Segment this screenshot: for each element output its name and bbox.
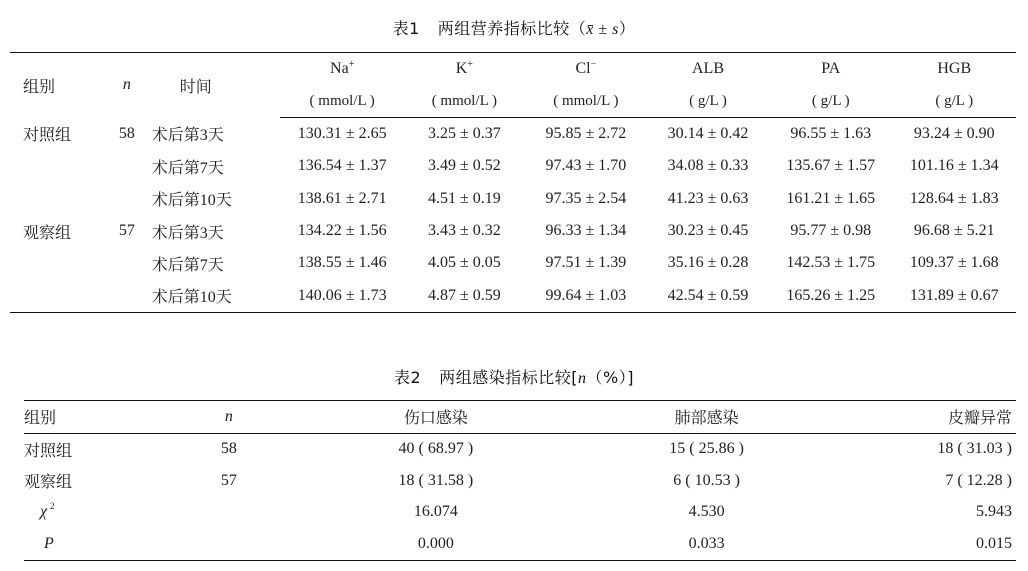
cell-hgb: 96.68 ± 5.21: [913, 222, 995, 240]
header-pa: PA: [821, 60, 841, 77]
unit-hgb: ( g/L ): [893, 85, 1017, 118]
chi-square-row: [24, 497, 1016, 529]
header-wound-infection: 伤口感染: [316, 401, 555, 434]
p-wound: 0.000: [417, 534, 454, 552]
cell-n: [102, 150, 152, 182]
table2-caption: [0, 365, 1028, 388]
cell-k: 3.49 ± 0.52: [427, 157, 501, 175]
cell-cl: 97.35 ± 2.54: [545, 189, 627, 207]
cell-pa: 165.26 ± 1.25: [786, 286, 876, 304]
cell-hgb: 131.89 ± 0.67: [909, 286, 999, 304]
cell-k: 4.87 ± 0.59: [427, 286, 501, 304]
header-hgb: HGB: [937, 60, 972, 77]
chi-lung: 4.530: [688, 503, 725, 521]
cell-na: 136.54 ± 1.37: [297, 157, 387, 175]
cell-alb: 30.23 ± 0.45: [667, 222, 749, 240]
cell-group: [10, 247, 102, 279]
header-group: 组别: [24, 401, 142, 434]
cell-group: [10, 279, 102, 312]
cell-time: 术后第7天: [151, 159, 224, 177]
cell-n: 58: [118, 124, 135, 142]
row-wound: 18 ( 31.58 ): [398, 471, 474, 489]
cell-pa: 95.77 ± 0.98: [790, 222, 872, 240]
chi-flap: 5.943: [976, 503, 1012, 521]
row-flap: 18 ( 31.03 ): [937, 440, 1012, 458]
cell-group: 对照组: [23, 127, 72, 145]
cell-k: 4.05 ± 0.05: [427, 254, 501, 272]
cell-hgb: 109.37 ± 1.68: [909, 254, 999, 272]
cell-n: 57: [118, 222, 135, 240]
header-n: n: [142, 401, 317, 434]
cell-pa: 96.55 ± 1.63: [790, 125, 872, 143]
row-lung: 6 ( 10.53 ): [673, 471, 740, 489]
cell-alb: 35.16 ± 0.28: [667, 254, 749, 272]
cell-group: [10, 150, 102, 182]
unit-k: ( mmol/L ): [404, 85, 525, 118]
table-row: [10, 215, 1016, 247]
table-row: [10, 183, 1016, 215]
unit-pa: ( g/L ): [769, 85, 892, 118]
row-n: 58: [220, 440, 237, 458]
header-lung-infection: 肺部感染: [556, 401, 858, 434]
unit-na: ( mmol/L ): [280, 85, 403, 118]
cell-n: [102, 183, 152, 215]
header-group: 组别: [23, 78, 56, 96]
header-na: Na+: [330, 59, 355, 77]
table-row: [10, 279, 1016, 312]
table2-title-n: n: [577, 370, 587, 387]
table2-title-close: （%）]: [586, 368, 634, 387]
cell-na: 140.06 ± 1.73: [297, 286, 387, 304]
cell-alb: 42.54 ± 0.59: [667, 286, 749, 304]
header-alb: ALB: [692, 60, 724, 77]
cell-hgb: 128.64 ± 1.83: [909, 189, 999, 207]
cell-pa: 135.67 ± 1.57: [786, 157, 876, 175]
cell-hgb: 101.16 ± 1.34: [909, 157, 999, 175]
table1-number: 表1: [392, 19, 420, 38]
table2-title: 两组感染指标比较[: [439, 368, 578, 387]
row-group: 观察组: [24, 474, 73, 492]
cell-na: 138.55 ± 1.46: [297, 254, 387, 272]
cell-k: 3.25 ± 0.37: [427, 125, 501, 143]
nutrition-table: [10, 52, 1016, 313]
cell-alb: 30.14 ± 0.42: [667, 125, 749, 143]
cell-time: 术后第3天: [151, 224, 224, 242]
nutrition-table-body: [10, 118, 1016, 313]
cell-time: 术后第10天: [151, 192, 232, 210]
table-row: [24, 433, 1016, 465]
table1-title-stat: x̄ ± s: [586, 21, 619, 38]
table-row: [10, 247, 1016, 279]
cell-k: 3.43 ± 0.32: [427, 222, 501, 240]
table-row: [10, 118, 1016, 151]
cell-alb: 34.08 ± 0.33: [667, 157, 749, 175]
cell-group: [10, 183, 102, 215]
table1-caption: [0, 16, 1028, 39]
table1-title: 两组营养指标比较（: [437, 19, 587, 38]
row-n: 57: [220, 471, 237, 489]
header-n: n: [122, 76, 131, 94]
row-lung: 15 ( 25.86 ): [669, 440, 744, 458]
cell-pa: 142.53 ± 1.75: [786, 254, 876, 272]
unit-alb: ( g/L ): [647, 85, 769, 118]
cell-cl: 97.51 ± 1.39: [545, 254, 627, 272]
header-cl: Cl−: [575, 59, 597, 77]
table1-title-close: ）: [618, 19, 636, 38]
cell-group: 观察组: [23, 224, 72, 242]
cell-na: 130.31 ± 2.65: [297, 125, 387, 143]
header-flap-abnormal: 皮瓣异常: [858, 401, 1016, 434]
cell-time: 术后第10天: [151, 289, 232, 307]
chi-square-label: χ $^2$: [40, 501, 55, 521]
p-lung: 0.033: [688, 534, 725, 552]
unit-cl: ( mmol/L ): [525, 85, 647, 118]
cell-hgb: 93.24 ± 0.90: [913, 125, 995, 143]
p-label: P: [44, 534, 54, 552]
cell-cl: 95.85 ± 2.72: [545, 125, 627, 143]
cell-n: [102, 279, 152, 312]
cell-time: 术后第7天: [151, 256, 224, 274]
header-time: 时间: [179, 78, 212, 96]
cell-cl: 96.33 ± 1.34: [545, 222, 627, 240]
row-wound: 40 ( 68.97 ): [398, 440, 474, 458]
cell-k: 4.51 ± 0.19: [427, 189, 501, 207]
chi-wound: 16.074: [413, 503, 458, 521]
cell-cl: 99.64 ± 1.03: [545, 286, 627, 304]
p-value-row: [24, 528, 1016, 560]
header-k: K+: [455, 59, 473, 77]
row-flap: 7 ( 12.28 ): [945, 471, 1012, 489]
table-row: [10, 150, 1016, 182]
p-flap: 0.015: [976, 534, 1012, 552]
cell-pa: 161.21 ± 1.65: [786, 189, 876, 207]
table-row: [24, 465, 1016, 497]
table2-number: 表2: [394, 368, 422, 387]
infection-table: [24, 400, 1016, 561]
cell-cl: 97.43 ± 1.70: [545, 157, 627, 175]
cell-na: 134.22 ± 1.56: [297, 222, 387, 240]
cell-n: [102, 247, 152, 279]
row-group: 对照组: [24, 442, 73, 460]
cell-na: 138.61 ± 2.71: [297, 189, 387, 207]
cell-time: 术后第3天: [151, 127, 224, 145]
cell-alb: 41.23 ± 0.63: [667, 189, 749, 207]
